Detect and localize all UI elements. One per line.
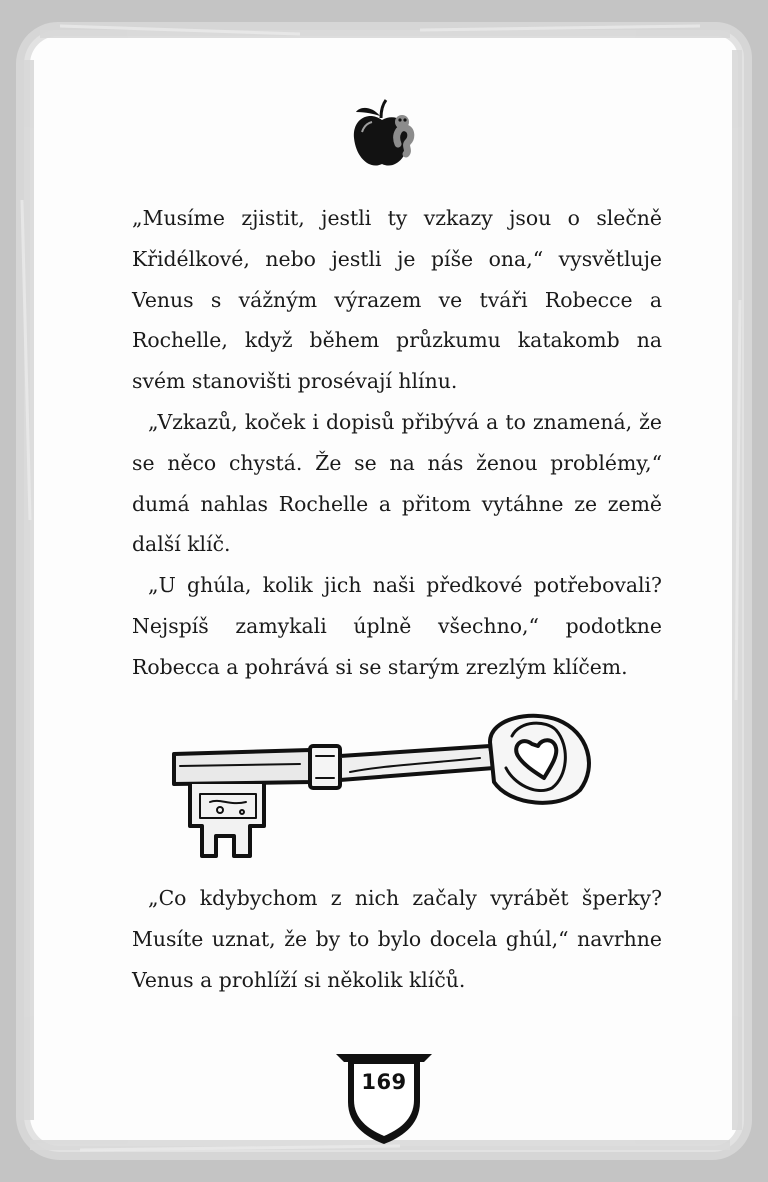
- shield-badge-icon: [332, 1050, 436, 1146]
- main-text-bottom: [132, 878, 662, 1000]
- paragraph-3: „U ghúla, kolik jich naši předkové potřebovali? Nejspíš zamykali úplně všechno,“ podotkne Robecca a pohrává si se starým zrezlým klíčem.: [132, 573, 662, 679]
- paragraph-1: „Musíme zjistit, jestli ty vzkazy jsou o slečně Křidélkové, nebo jestli je píše ona,“ vysvětluje Venus s vážným výrazem ve tváři Robecce a Rochelle, když během průzkumu katakomb na svém stanovišti prosévají hlínu.: [132, 206, 662, 394]
- page-number: 169: [361, 1070, 407, 1094]
- old-key-illustration: [160, 706, 608, 876]
- paragraph-2: „Vzkazů, koček i dopisů přibývá a to znamená, že se něco chystá. Že se na nás ženou problémy,“ dumá nahlas Rochelle a přitom vytáhne ze země další klíč.: [132, 409, 662, 557]
- apple-with-worm-icon: [350, 98, 420, 170]
- main-text-top: [132, 198, 662, 688]
- paragraph-4: „Co kdybychom z nich začaly vyrábět šperky? Musíte uznat, že by to bylo docela ghúl,“ navrhne Venus a prohlíží si několik klíčů.: [132, 886, 662, 992]
